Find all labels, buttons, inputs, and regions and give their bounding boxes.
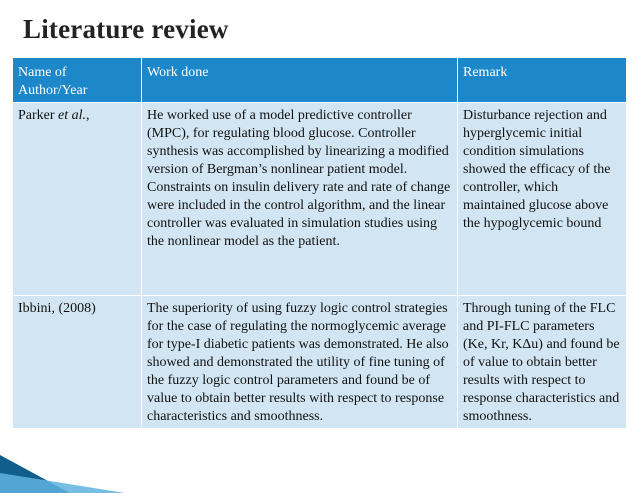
slide-title: Literature review: [23, 14, 229, 44]
author-suffix: ,: [86, 108, 90, 123]
header-work: Work done: [142, 58, 458, 103]
deco-dark-shape: [0, 455, 70, 493]
author-name: Parker: [18, 108, 59, 123]
cell-work: He worked use of a model predictive controller (MPC), for regulating blood glucose. Controller synthesis was accomplished by linearizing a modified version of Bergman’s nonlinear patient model. Constraints on insulin delivery rate and rate of change were included in the control algorithm, and the linear controller was evaluated in simulation studies using the nonlinear model as the patient.: [142, 103, 458, 296]
cell-remark: Disturbance rejection and hyperglycemic initial condition simulations showed the efficacy of the controller, which maintained glucose above the hypoglycemic bound: [458, 103, 627, 296]
table-row: [13, 103, 627, 296]
cell-remark: Through tuning of the FLC and PI-FLC parameters (Ke, Kr, KΔu) and found be of value to obtain better results with respect to response characteristics and smoothness.: [458, 296, 627, 429]
header-author: Name of Author/Year: [13, 58, 142, 103]
corner-decoration: [0, 443, 130, 493]
literature-table: [12, 57, 627, 429]
cell-work: The superiority of using fuzzy logic control strategies for the case of regulating the normoglycemic average for type-I diabetic patients was demonstrated. He also showed and demonstrated the utility of fine tuning of the fuzzy logic control parameters and found be of value to obtain better results with respect to response characteristics and smoothness.: [142, 296, 458, 429]
table-header-row: [13, 58, 627, 103]
author-etal: et al.: [58, 108, 87, 123]
header-remark: Remark: [458, 58, 627, 103]
cell-author: [13, 103, 142, 296]
deco-light-shape: [0, 473, 125, 493]
table-row: [13, 296, 627, 429]
cell-author: Ibbini, (2008): [13, 296, 142, 429]
